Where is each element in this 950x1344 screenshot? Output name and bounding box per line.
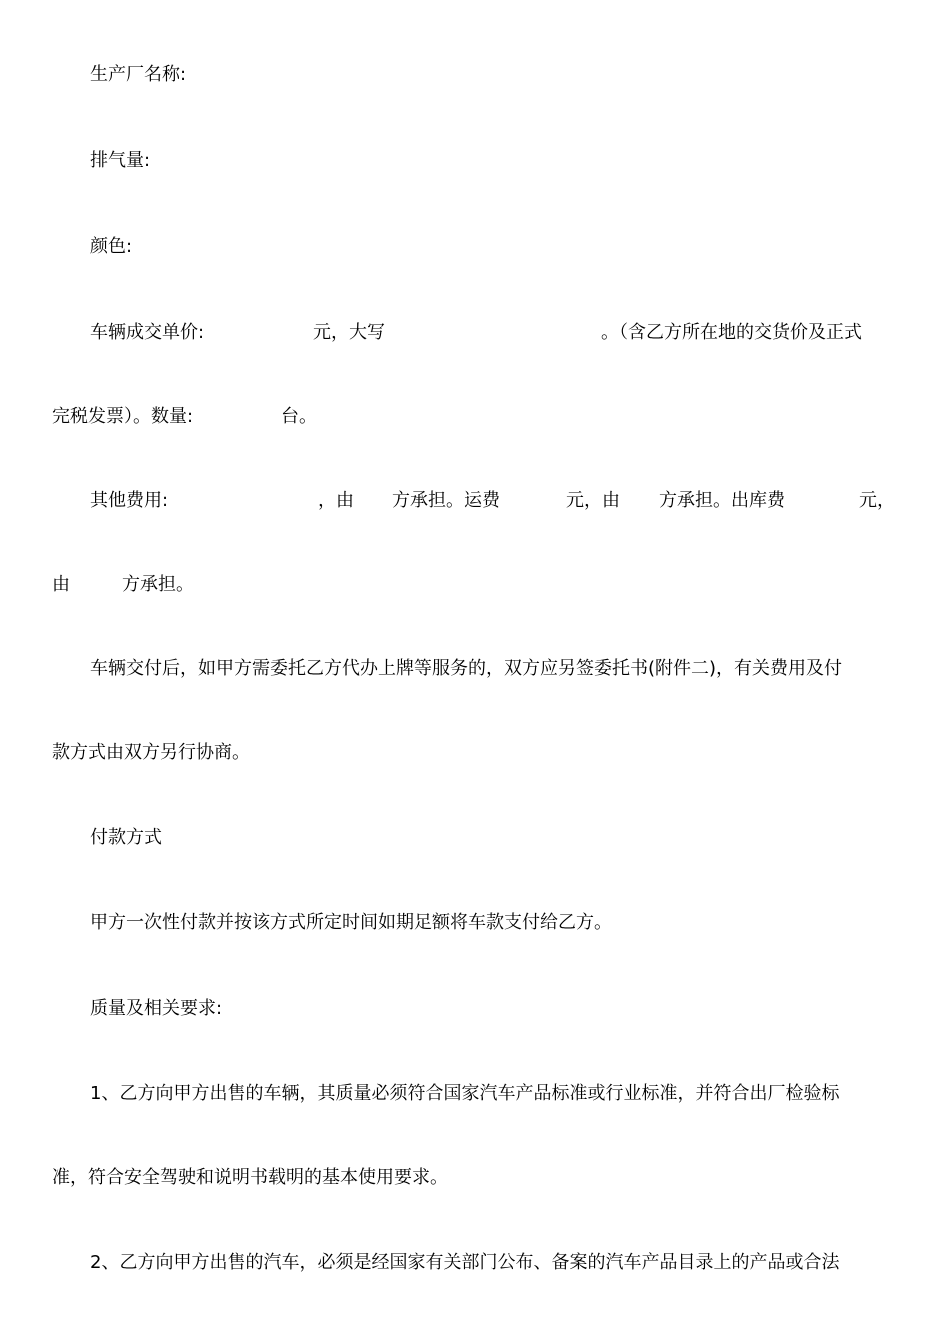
quality-item1-line1: 1、乙方向甲方出售的车辆，其质量必须符合国家汽车产品标准或行业标准，并符合出厂检验标 <box>90 1083 840 1104</box>
other-fees-label: 其他费用: <box>90 490 169 511</box>
quality-item2-line1: 2、乙方向甲方出售的汽车，必须是经国家有关部门公布、备案的汽车产品目录上的产品或合法 <box>90 1252 840 1273</box>
freight-yuan-by: 元，由 <box>566 490 620 511</box>
other-fees-by-2: 由 <box>52 574 70 595</box>
delivery-para-line1: 车辆交付后，如甲方需委托乙方代办上牌等服务的，双方应另签委托书(附件二)，有关费用及付 <box>90 658 843 679</box>
displacement-label: 排气量: <box>90 150 151 171</box>
price-line-2 <box>0 405 950 429</box>
other-fees-by: ，由 <box>318 490 354 511</box>
price-label: 车辆成交单价: <box>90 322 205 343</box>
delivery-para-line2: 款方式由双方另行协商。 <box>52 742 250 763</box>
manufacturer-label: 生产厂名称: <box>90 64 187 85</box>
quality-item1-line2: 准，符合安全驾驶和说明书载明的基本使用要求。 <box>52 1167 448 1188</box>
quality-heading: 质量及相关要求: <box>90 998 223 1019</box>
price-uppercase-label: 元，大写 <box>313 322 385 343</box>
price-included-note-end: 完税发票）。数量: <box>52 406 194 427</box>
price-included-note: 。（含乙方所在地的交货价及正式 <box>601 322 862 343</box>
color-label: 颜色: <box>90 236 133 257</box>
other-fees-party-bears: 方承担。 <box>122 574 194 595</box>
outbound-fee-label: 方承担。出库费 <box>659 490 785 511</box>
price-line <box>0 321 950 345</box>
other-fees-line-2 <box>0 573 950 597</box>
payment-heading: 付款方式 <box>90 827 162 848</box>
quantity-unit: 台。 <box>281 406 317 427</box>
payment-text: 甲方一次性付款并按该方式所定时间如期足额将车款支付给乙方。 <box>90 912 612 933</box>
other-fees-line <box>0 489 950 513</box>
freight-label: 方承担。运费 <box>392 490 500 511</box>
outbound-yuan: 元， <box>859 490 895 511</box>
